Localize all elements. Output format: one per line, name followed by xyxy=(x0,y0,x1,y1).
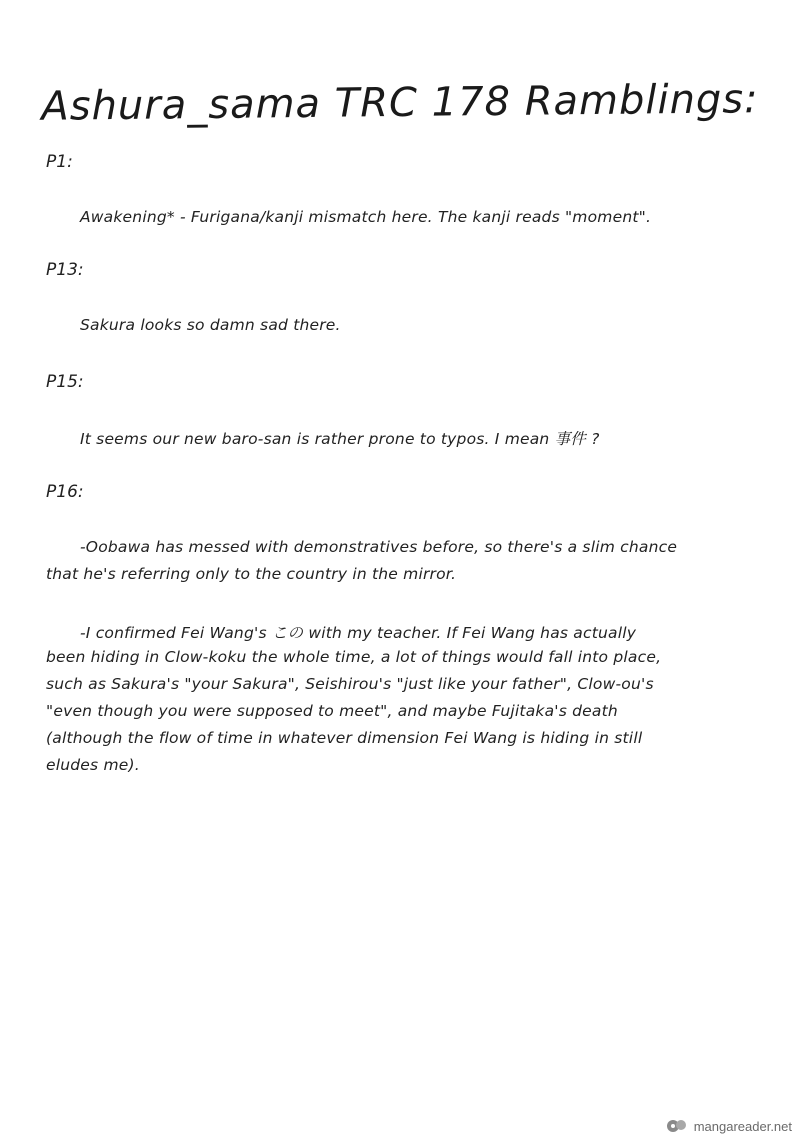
p16-paragraph2-line: -I confirmed Fei Wang's この with my teacher. If Fei Wang has actually xyxy=(80,624,637,642)
section-heading-p1: P1: xyxy=(46,152,73,172)
site-watermark xyxy=(666,1117,792,1135)
p16-paragraph1-line: that he's referring only to the country in the mirror. xyxy=(46,565,457,583)
p1-note-line: Awakening* - Furigana/kanji mismatch here. The kanji reads "moment". xyxy=(80,208,652,226)
mangareader-logo-icon xyxy=(666,1117,688,1135)
page-title: Ashura_sama TRC 178 Ramblings: xyxy=(41,76,759,130)
p16-paragraph2-line: "even though you were supposed to meet", and maybe Fujitaka's death xyxy=(46,702,618,720)
p16-paragraph1-line: -Oobawa has messed with demonstratives before, so there's a slim chance xyxy=(80,538,678,556)
p16-paragraph2-line: (although the flow of time in whatever dimension Fei Wang is hiding in still xyxy=(46,729,643,747)
watermark-text: mangareader.net xyxy=(693,1118,792,1134)
section-heading-p15: P15: xyxy=(46,372,84,392)
section-heading-p16: P16: xyxy=(46,482,84,502)
p16-paragraph2-line: been hiding in Clow-koku the whole time, a lot of things would fall into place, xyxy=(46,648,662,666)
p16-paragraph2-line: such as Sakura's "your Sakura", Seishirou's "just like your father", Clow-ou's xyxy=(46,675,654,693)
p13-note-line: Sakura looks so damn sad there. xyxy=(80,316,341,334)
p16-paragraph2-line: eludes me). xyxy=(46,756,140,774)
p15-note-line: It seems our new baro-san is rather prone to typos. I mean 事件 ? xyxy=(80,430,600,448)
section-heading-p13: P13: xyxy=(46,260,84,280)
